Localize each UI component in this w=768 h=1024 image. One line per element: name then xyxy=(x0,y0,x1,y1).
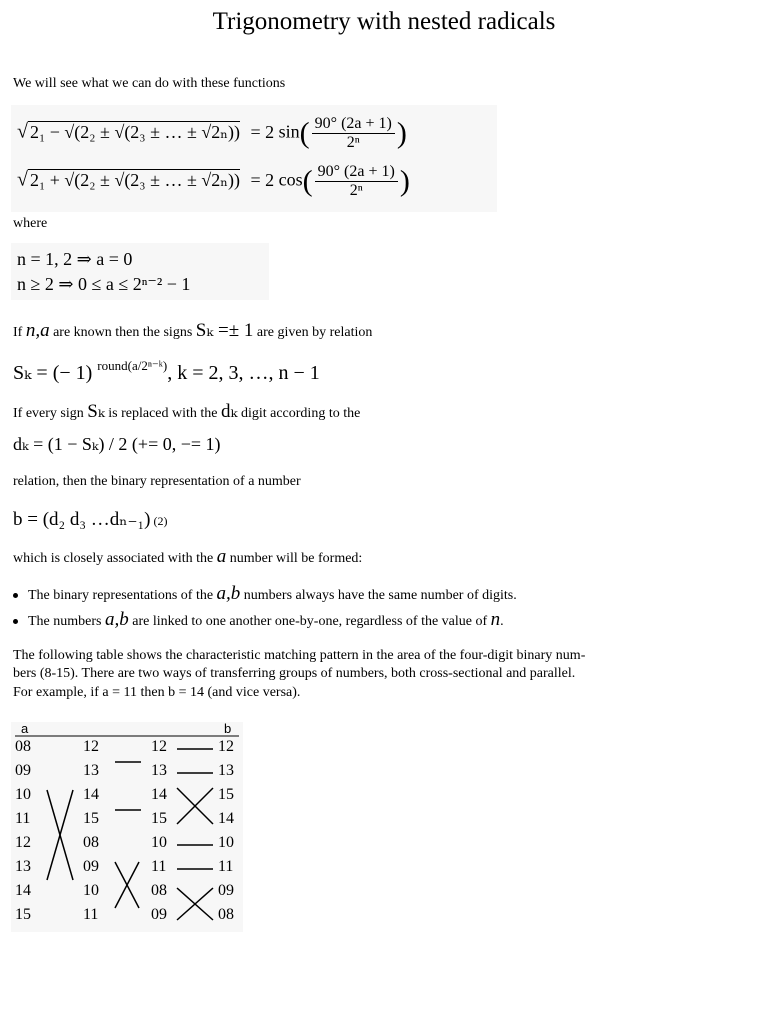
table-cell: 15 xyxy=(218,786,234,803)
table-cell: 09 xyxy=(218,882,234,899)
table-cell: 10 xyxy=(15,786,31,803)
assoc-post: number will be formed: xyxy=(226,551,363,566)
table-cell: 13 xyxy=(218,762,234,779)
intro-text: We will see what we can do with these functions xyxy=(13,76,286,91)
table-cell: 09 xyxy=(83,858,99,875)
radical-formula-box xyxy=(11,105,497,212)
table-cell: 08 xyxy=(151,882,167,899)
bullet-1-vars: a,b xyxy=(216,583,241,604)
table-header-a: a xyxy=(21,721,29,736)
table-cell: 13 xyxy=(15,858,31,875)
relation-text: relation, then the binary representation of a number xyxy=(13,474,301,489)
table-cell: 09 xyxy=(15,762,31,779)
para-line-2: bers (8-15). There are two ways of transferring groups of numbers, both cross-sectional and parallel. xyxy=(13,666,576,681)
signs-post: are given by relation xyxy=(253,325,373,340)
table-cell: 08 xyxy=(218,906,234,923)
sk-formula-exponent: round(a/2ⁿ⁻ᵏ) xyxy=(97,358,168,373)
table-cell: 10 xyxy=(83,882,99,899)
digit-sentence xyxy=(13,400,360,423)
sk-formula-base: Sₖ = (− 1) xyxy=(13,362,98,384)
signs-mid: are known then the signs xyxy=(49,325,196,340)
table-header-b: b xyxy=(224,721,232,736)
sk-formula-range: , k = 2, 3, …, n − 1 xyxy=(167,362,320,384)
table-cell: 10 xyxy=(151,834,167,851)
table-cell: 12 xyxy=(83,738,99,755)
signs-pre: If xyxy=(13,325,26,340)
formula-cos-den: 2ⁿ xyxy=(349,182,363,199)
digit-mid: is replaced with the xyxy=(104,406,222,421)
formula-cos-func: cos xyxy=(278,169,303,190)
bullet-dot xyxy=(13,619,18,624)
formula-cos-lhs: 2₁ + √(2₂ ± √(2₃ ± … ± √2ₙ)) xyxy=(29,169,240,190)
condition-box xyxy=(11,243,269,300)
dk-formula: dₖ = (1 − Sₖ) / 2 (+= 0, −= 1) xyxy=(13,434,221,454)
formula-cos: √ 2₁ + √(2₂ ± √(2₃ ± … ± √2ₙ)) = 2 cos( $\frac{90^\circ (2a + 1)}{\text{2ⁿ}}$ ) xyxy=(17,163,410,199)
where-label: where xyxy=(13,216,48,231)
formula-sin-lhs: 2₁ − √(2₂ ± √(2₃ ± … ± √2ₙ)) xyxy=(29,121,240,142)
table-cell: 08 xyxy=(15,738,31,755)
table-cell: 09 xyxy=(151,906,167,923)
digit-sk: Sₖ xyxy=(87,401,105,422)
formula-sin: √ 2₁ − √(2₂ ± √(2₃ ± … ± √2ₙ)) = 2 sin( $\frac{90^\circ (2a + 1)}{\text{2ⁿ}}$ ) xyxy=(17,115,407,151)
page-title: Trigonometry with nested radicals xyxy=(212,8,556,35)
formula-sin-num: 90° (2a + 1) xyxy=(312,115,395,134)
table-cell: 11 xyxy=(15,810,31,827)
bullet-2-vars: a,b xyxy=(104,609,129,630)
assoc-sentence xyxy=(13,546,362,568)
table-cell: 11 xyxy=(83,906,99,923)
table-cell: 13 xyxy=(83,762,99,779)
bullet-1-post: numbers always have the same number of digits. xyxy=(240,588,517,603)
bullet-2-end: . xyxy=(500,614,504,629)
table-cell: 12 xyxy=(15,834,31,851)
para-line-1: The following table shows the characteristic matching pattern in the area of the four-digit binary num- xyxy=(13,648,586,663)
para-line-3: For example, if a = 11 then b = 14 (and vice versa). xyxy=(13,685,301,700)
table-cell: 11 xyxy=(151,858,167,875)
table-cell: 10 xyxy=(218,834,234,851)
assoc-pre: which is closely associated with the xyxy=(13,551,217,566)
table-cell: 14 xyxy=(15,882,31,899)
signs-sk: Sₖ =± 1 xyxy=(195,320,254,341)
b-formula-body: b = (d₂ d₃ …dₙ₋₁) xyxy=(13,509,151,530)
b-formula-base: (2) xyxy=(153,514,168,528)
table-lines xyxy=(11,722,243,932)
table-cell: 12 xyxy=(218,738,234,755)
table-cell: 15 xyxy=(83,810,99,827)
bullet-2-pre: The numbers xyxy=(28,614,105,629)
digit-dk: dₖ xyxy=(221,401,238,422)
table-cell: 15 xyxy=(151,810,167,827)
bullet-1-pre: The binary representations of the xyxy=(28,588,217,603)
digit-post: digit according to the xyxy=(237,406,361,421)
signs-sentence xyxy=(13,319,372,342)
bullet-item-2 xyxy=(13,609,504,631)
b-formula xyxy=(13,508,168,531)
digit-pre: If every sign xyxy=(13,406,88,421)
table-cell: 15 xyxy=(15,906,31,923)
table-cell: 14 xyxy=(151,786,167,803)
formula-sin-func: sin xyxy=(278,121,300,142)
bullet-2-tail: n xyxy=(490,609,501,630)
sk-formula xyxy=(13,358,320,385)
bullet-dot xyxy=(13,593,18,598)
table-cell: 11 xyxy=(218,858,234,875)
table-cell: 08 xyxy=(83,834,99,851)
matching-table xyxy=(11,722,243,932)
condition-1: n = 1, 2 ⇒ a = 0 xyxy=(17,249,133,269)
table-cell: 14 xyxy=(83,786,99,803)
condition-2: n ≥ 2 ⇒ 0 ≤ a ≤ 2ⁿ⁻² − 1 xyxy=(17,274,191,294)
bullet-item-1 xyxy=(13,583,517,605)
bullet-2-post: are linked to one another one-by-one, regardless of the value of xyxy=(128,614,491,629)
formula-sin-den: 2ⁿ xyxy=(346,134,360,151)
table-cell: 14 xyxy=(218,810,234,827)
table-cell: 13 xyxy=(151,762,167,779)
signs-vars: n,a xyxy=(25,320,50,341)
formula-cos-num: 90° (2a + 1) xyxy=(315,163,398,182)
table-cell: 12 xyxy=(151,738,167,755)
assoc-var: a xyxy=(216,546,227,567)
